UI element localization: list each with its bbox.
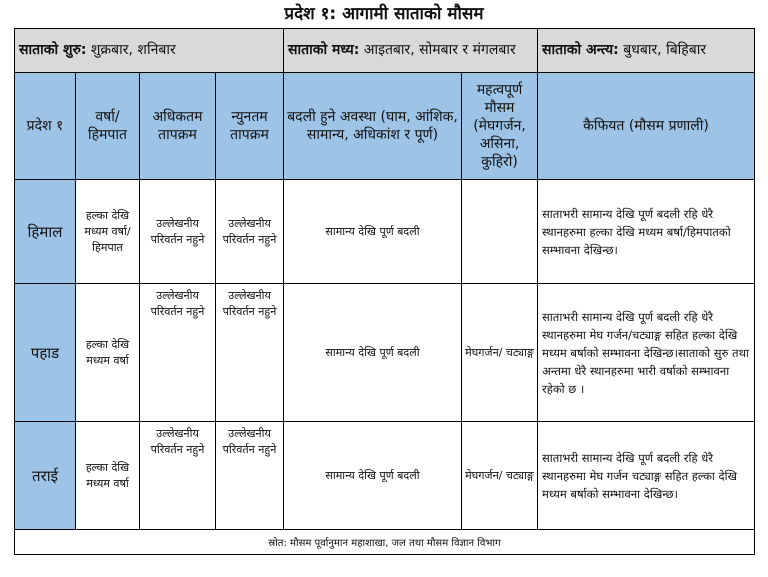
- page-title: प्रदेश १: आगामी साताको मौसम: [284, 4, 484, 24]
- week-end-days: बुधबार, बिहिबार: [618, 42, 707, 58]
- header-cloud-state: बदली हुने अवस्था (घाम, आंशिक, सामान्य, अधिकांश र पूर्ण): [284, 73, 462, 180]
- header-remarks: कैफियत (मौसम प्रणाली): [538, 73, 755, 180]
- week-row: [15, 29, 755, 73]
- region-cell: पहाड: [15, 284, 76, 422]
- important-weather-cell: [462, 180, 538, 284]
- week-start-days: शुक्रबार, शनिबार: [86, 42, 176, 58]
- header-max-temp: अधिकतम तापक्रम: [140, 73, 216, 180]
- min-temp-cell: उल्लेखनीय परिवर्तन नहुने: [216, 180, 284, 284]
- week-end-cell: [538, 29, 755, 73]
- week-mid-label: साताको मध्य:: [288, 42, 360, 58]
- week-end-label: साताको अन्त्य:: [542, 42, 619, 58]
- min-temp-cell: उल्लेखनीय परिवर्तन नहुने: [216, 284, 284, 422]
- important-weather-cell: मेघगर्जन/ चट्याङ्ग: [462, 284, 538, 422]
- header-important-weather: महत्वपूर्ण मौसम (मेघगर्जन, असिना, कुहिरो): [462, 73, 538, 180]
- remarks-cell: साताभरी सामान्य देखि पूर्ण बदली रहि धेरै स्थानहरुमा मेघ गर्जन/चट्याङ्ग सहित हल्का देखि मध्यम बर्षाको सम्भावना देखिन्छ।साताको सुरु तथा अन्तमा धेरै स्थानहरुमा भारी वर्षाको सम्भावना रहेको छ ।: [538, 284, 755, 422]
- rain-cell: हल्का देखि मध्यम वर्षा: [76, 284, 140, 422]
- week-mid-days: आइतबार, सोमबार र मंगलबार: [359, 42, 516, 58]
- remarks-cell: साताभरी सामान्य देखि पूर्ण बदली रहि धेरै स्थानहरुमा मेघ गर्जन चट्याङ्ग सहित हल्का देखि मध्यम बर्षाको सम्भावना देखिन्छ।: [538, 422, 755, 530]
- max-temp-cell: उल्लेखनीय परिवर्तन नहुने: [140, 284, 216, 422]
- header-province: प्रदेश १: [15, 73, 76, 180]
- weather-table: [14, 28, 755, 555]
- table-row: [15, 422, 755, 530]
- rain-cell: हल्का देखि मध्यम वर्षा/ हिमपात: [76, 180, 140, 284]
- region-cell: तराई: [15, 422, 76, 530]
- source-row: [15, 530, 755, 555]
- important-weather-cell: मेघगर्जन/ चट्याङ्ग: [462, 422, 538, 530]
- week-start-cell: [15, 29, 284, 73]
- cloud-cell: सामान्य देखि पूर्ण बदली: [284, 284, 462, 422]
- week-mid-cell: [284, 29, 538, 73]
- max-temp-cell: उल्लेखनीय परिवर्तन नहुने: [140, 422, 216, 530]
- remarks-cell: साताभरी सामान्य देखि पूर्ण बदली रहि धेरै स्थानहरुमा हल्का देखि मध्यम बर्षा/हिमपातको सम्भावना देखिन्छ।: [538, 180, 755, 284]
- min-temp-cell: उल्लेखनीय परिवर्तन नहुने: [216, 422, 284, 530]
- cloud-cell: सामान्य देखि पूर्ण बदली: [284, 180, 462, 284]
- table-row: [15, 180, 755, 284]
- source-note: स्रोत: मौसम पूर्वानुमान महाशाखा, जल तथा मौसम विज्ञान विभाग: [15, 530, 755, 555]
- header-min-temp: न्युनतम तापक्रम: [216, 73, 284, 180]
- table-row: [15, 284, 755, 422]
- region-cell: हिमाल: [15, 180, 76, 284]
- max-temp-cell: उल्लेखनीय परिवर्तन नहुने: [140, 180, 216, 284]
- rain-cell: हल्का देखि मध्यम वर्षा: [76, 422, 140, 530]
- header-rain: वर्षा/ हिमपात: [76, 73, 140, 180]
- week-start-label: साताको शुरु:: [19, 42, 87, 58]
- header-row: [15, 73, 755, 180]
- cloud-cell: सामान्य देखि पूर्ण बदली: [284, 422, 462, 530]
